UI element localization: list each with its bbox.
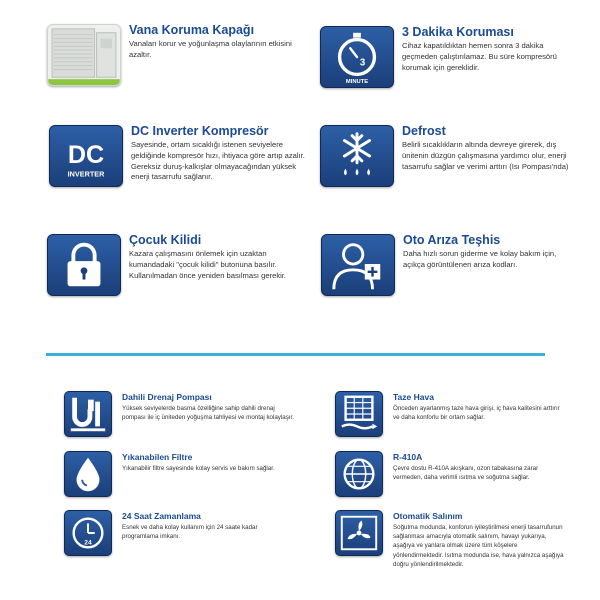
user-diagnosis-icon — [321, 234, 395, 296]
feature-title: R-410A — [393, 452, 423, 462]
clock-24-label: 24 — [84, 539, 92, 547]
feature-description: Daha hızlı sorun giderme ve kolay bakım için, açıkça görüntülenen arıza kodları. — [403, 249, 557, 269]
feature-description: Soğutma modunda, konforun iyileştirilmesi enerji tasarrufunun sağlanması amacıyla otomatik salınım, havayı yukarıya, aşağıya ve yanlara olmak üzere tüm köşelere yönlendirmektedir. Isıtma modunda ise, hava yalnızca aşağıya doğru yönlendirilmektedir. — [393, 524, 564, 568]
section-divider — [46, 353, 545, 356]
feature-title: Otomatik Salınım — [393, 511, 463, 521]
feature-title: Oto Arıza Teşhis — [403, 233, 501, 247]
feature-title: 3 Dakika Koruması — [402, 25, 514, 39]
fresh-air-window-icon — [335, 391, 383, 437]
drain-pipe-icon — [64, 391, 112, 437]
feature-title: Defrost — [402, 124, 446, 138]
stopwatch-icon — [320, 26, 394, 88]
padlock-icon — [47, 234, 121, 296]
feature-description: Esnek ve daha kolay kullanım için 24 saate kadar programlama imkanı. — [122, 524, 258, 541]
feature-description: Vanaları korur ve yoğunlaşma olaylarının etkisini azaltır. — [129, 39, 292, 59]
feature-title: DC Inverter Kompresör — [131, 124, 269, 138]
feature-title: Taze Hava — [393, 392, 434, 402]
feature-title: Yıkanabilen Filtre — [122, 452, 193, 462]
clock-24-icon — [64, 510, 112, 556]
feature-description: Kazara çalışmasını önlemek için uzaktan kumandadaki "çocuk kilidi" butonuna basılır. Kullanılmadan önce yeniden basılması gerekir. — [129, 249, 287, 280]
feature-title: Dahili Drenaj Pompası — [122, 392, 212, 402]
stopwatch-label: MINUTE — [345, 79, 369, 86]
feature-description: Yüksek seviyelerde basma özelliğine sahip dahili drenaj pompası ile iç üniteden yoğuşma tahliyesi ve montaj kolaylaşır. — [122, 405, 294, 422]
feature-description: Cihaz kapatıldıktan hemen sonra 3 dakika geçmeden çalıştırılamaz. Bu süre kompresörü korumak için gereklidir. — [402, 41, 557, 72]
feature-description: Belirli sıcaklıkların altında devreye girerek, dış ünitenin düzgün çalışmasına yardımcı olur, enerji tasarrufu sağlar ve verimi arttırı (Isı Pompası'nda) — [402, 140, 569, 171]
inverter-label: INVERTER — [67, 169, 105, 179]
valve-cover-photo — [47, 24, 121, 86]
feature-title: Vana Koruma Kapağı — [129, 23, 255, 37]
feature-title: Çocuk Kilidi — [129, 233, 202, 247]
feature-description: Önceden ayarlanmış taze hava girişi, iç hava kalitesini arttırır ve daha konforlu bir ortam sağlar. — [393, 405, 560, 422]
feature-description: Sayesinde, ortam sıcaklığı istenen seviyelere geldiğinde kompresör hızı, ihtiyaca göre artıp azalır. Gereksiz duruş-kalkışlar olmayacağından yüksek enerji tasarrufu sağlanır. — [131, 140, 305, 182]
snowflake-icon — [320, 125, 394, 187]
feature-description: Çevre dostu R-410A akışkanı, ozon tabakasına zarar vermeden, daha verimli ısıtma ve soğutma sağlar. — [393, 465, 539, 482]
dc-inverter-icon — [49, 125, 123, 187]
water-drop-icon — [64, 451, 112, 497]
swing-fan-icon — [335, 510, 383, 556]
feature-title: 24 Saat Zamanlama — [122, 511, 201, 521]
feature-description: Yıkanabilir filtre sayesinde kolay servis ve bakım sağlar. — [122, 465, 275, 472]
stopwatch-number: 3 — [359, 57, 366, 69]
globe-icon — [335, 451, 383, 497]
dc-label: DC — [67, 140, 105, 169]
